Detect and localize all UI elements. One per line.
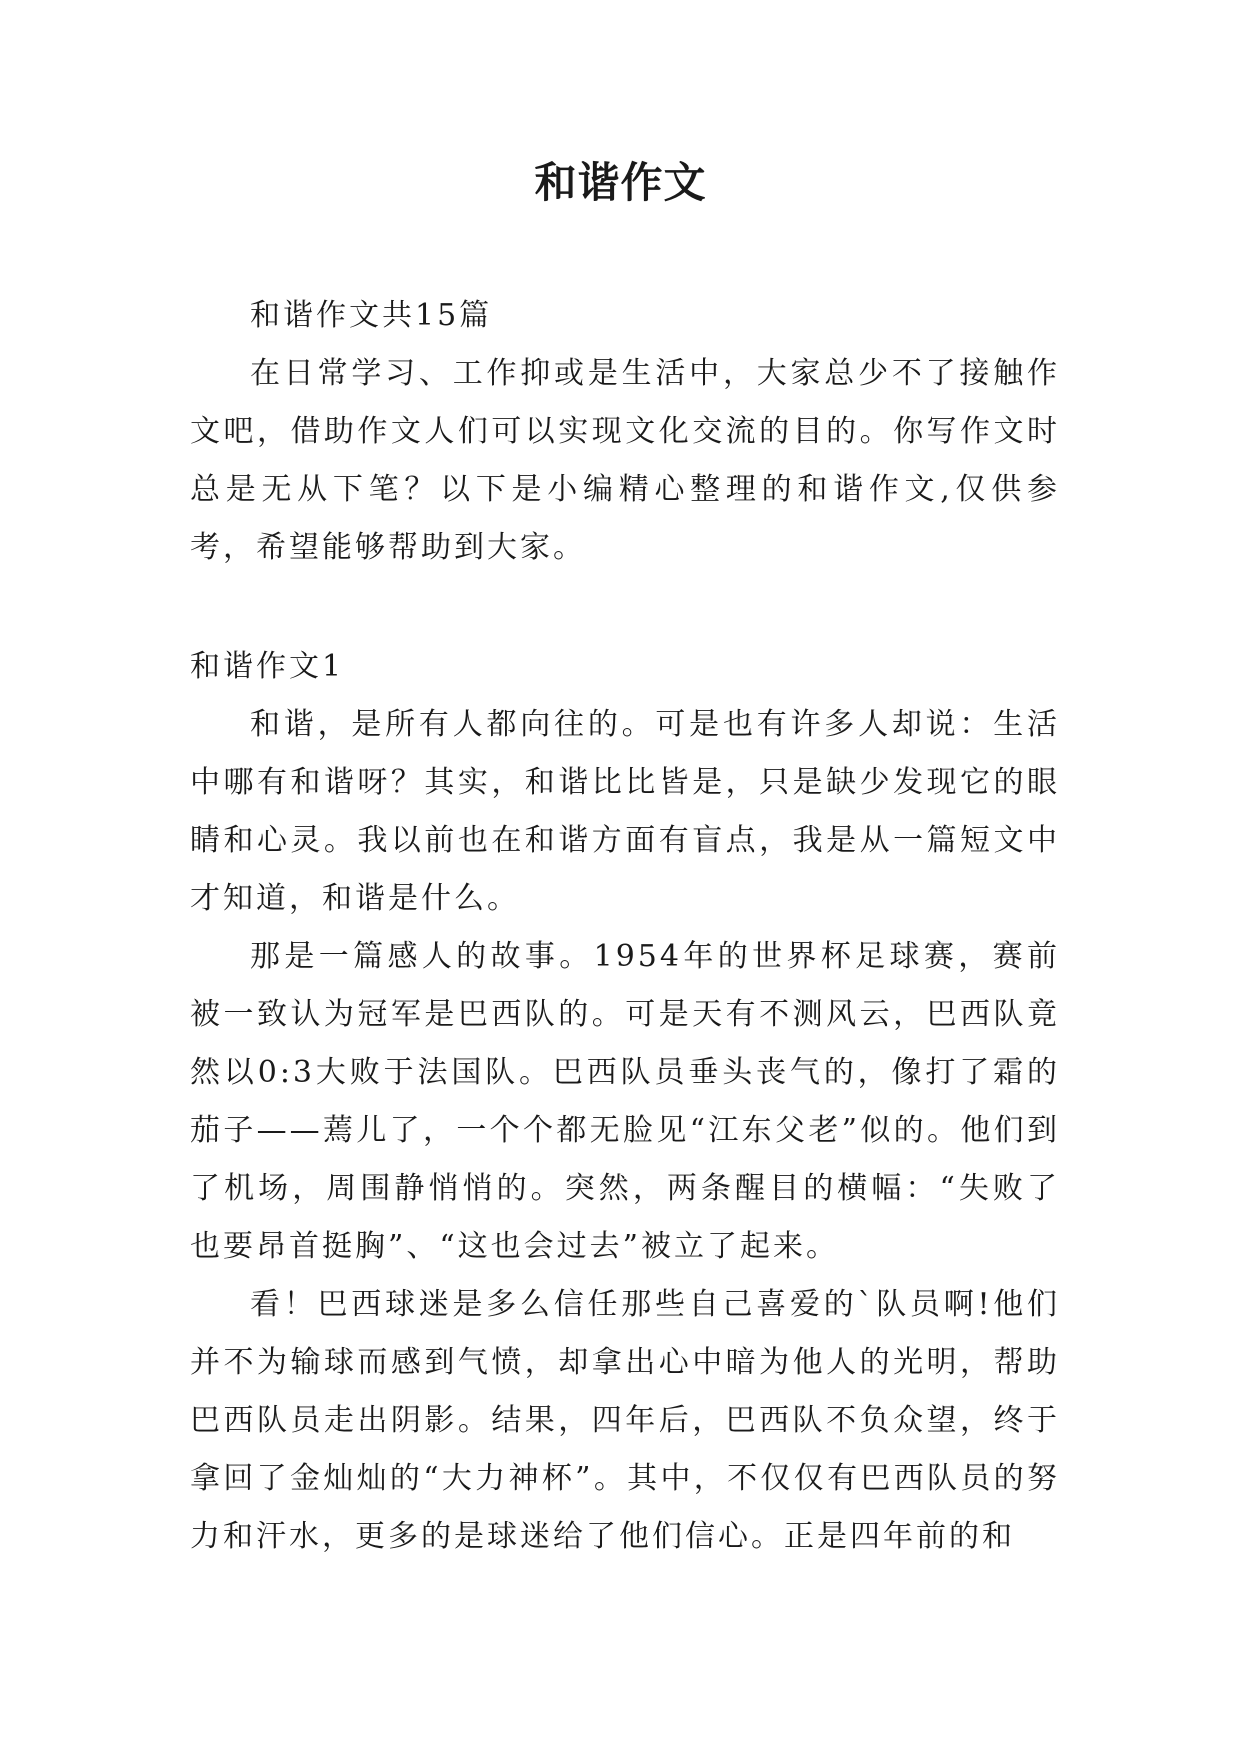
intro-paragraph: 在日常学习、工作抑或是生活中，大家总少不了接触作文吧，借助作文人们可以实现文化交流的目的。你写作文时总是无从下笔？以下是小编精心整理的和谐作文,仅供参考，希望能够帮助到大家。 [190, 356, 1060, 565]
intro-block [190, 287, 1060, 577]
paragraph: 和谐，是所有人都向往的。可是也有许多人却说：生活中哪有和谐呀？其实，和谐比比皆是，只是缺少发现它的眼睛和心灵。我以前也在和谐方面有盲点，我是从一篇短文中才知道，和谐是什么。 [190, 707, 1060, 916]
document-title: 和谐作文 [534, 158, 707, 207]
intro-count-line: 和谐作文共15篇 [250, 298, 493, 333]
paragraph: 那是一篇感人的故事。1954年的世界杯足球赛，赛前被一致认为冠军是巴西队的。可是天有不测风云，巴西队竟然以0:3大败于法国队。巴西队员垂头丧气的，像打了霜的茄子——蔫儿了，一个个都无脸见“江东父老”似的。他们到了机场，周围静悄悄的。突然，两条醒目的横幅：“失败了也要昂首挺胸”、“这也会过去”被立了起来。 [190, 939, 1060, 1264]
essay-section [190, 638, 1060, 1566]
paragraph: 看！巴西球迷是多么信任那些自己喜爱的`队员啊!他们并不为输球而感到气愤，却拿出心中暗为他人的光明，帮助巴西队员走出阴影。结果，四年后，巴西队不负众望，终于拿回了金灿灿的“大力神杯”。其中，不仅仅有巴西队员的努力和汗水，更多的是球迷给了他们信心。正是四年前的和 [190, 1287, 1060, 1554]
section-heading: 和谐作文1 [190, 649, 345, 684]
